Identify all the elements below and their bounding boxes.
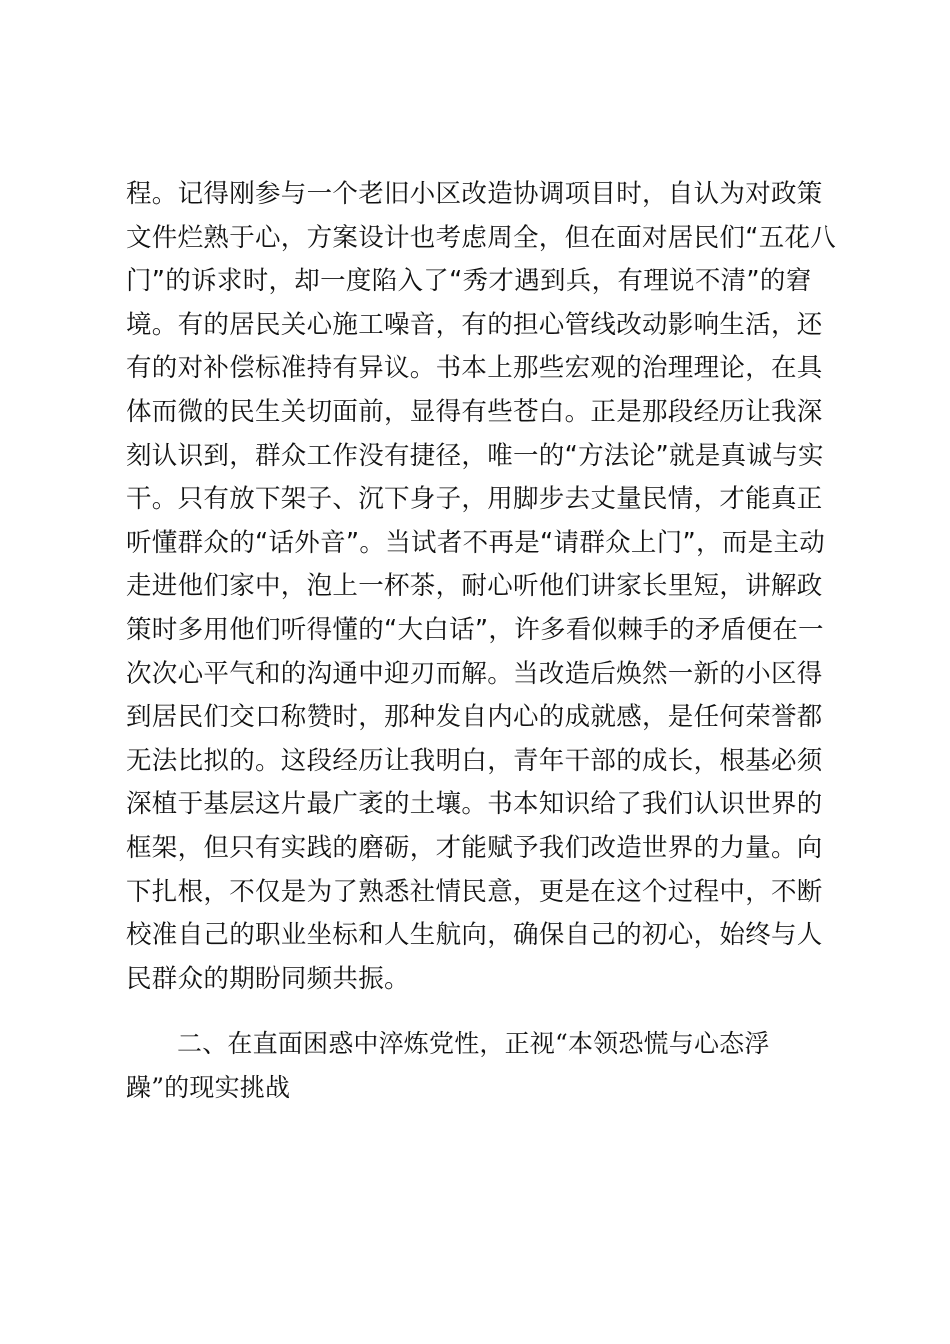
section-heading-line: 二、在直面困惑中淬炼党性，正视“本领恐慌与心态浮 xyxy=(177,1029,770,1058)
paragraph-line: 深植于基层这片最广袤的土壤。书本知识给了我们认识世界的 xyxy=(126,789,823,820)
paragraph-line: 程。记得刚参与一个老旧小区改造协调项目时，自认为对政策 xyxy=(126,179,823,209)
paragraph-line: 策时多用他们听得懂的“大白话”，许多看似棘手的矛盾便在一 xyxy=(126,614,824,645)
paragraph-line: 体而微的民生关切面前，显得有些苍白。正是那段经历让我深 xyxy=(126,396,823,427)
paragraph-line: 听懂群众的“话外音”。当试者不再是“请群众上门”，而是主动 xyxy=(126,527,826,558)
paragraph-line: 有的对补偿标准持有异议。书本上那些宏观的治理理论，在具 xyxy=(126,353,823,384)
paragraph-line: 框架，但只有实践的磨砺，才能赋予我们改造世界的力量。向 xyxy=(126,832,823,863)
paragraph-line: 校准自己的职业坐标和人生航向，确保自己的初心，始终与人 xyxy=(126,920,823,951)
paragraph-line: 无法比拟的。这段经历让我明白，青年干部的成长，根基必须 xyxy=(126,745,823,776)
paragraph-line: 次次心平气和的沟通中迎刃而解。当改造后焕然一新的小区得 xyxy=(126,658,823,689)
paragraph-line: 干。只有放下架子、沉下身子，用脚步去丈量民情，才能真正 xyxy=(126,484,823,515)
paragraph-line: 刻认识到，群众工作没有捷径，唯一的“方法论”就是真诚与实 xyxy=(126,440,824,471)
paragraph-line: 民群众的期盼同频共振。 xyxy=(126,963,410,994)
paragraph-line: 门”的诉求时，却一度陷入了“秀才遇到兵，有理说不清”的窘 xyxy=(126,266,812,297)
paragraph-line: 下扎根，不仅是为了熟悉社情民意，更是在这个过程中，不断 xyxy=(126,876,823,907)
paragraph-line: 到居民们交口称赞时，那种发自内心的成就感，是任何荣誉都 xyxy=(126,702,823,733)
paragraph-line: 文件烂熟于心，方案设计也考虑周全，但在面对居民们“五花八 xyxy=(126,222,837,253)
paragraph-line: 境。有的居民关心施工噪音，有的担心管线改动影响生活，还 xyxy=(126,309,823,340)
section-heading-line: 躁”的现实挑战 xyxy=(126,1072,291,1102)
section-heading xyxy=(126,1022,826,1109)
paragraph-line: 走进他们家中，泡上一杯茶，耐心听他们讲家长里短，讲解政 xyxy=(126,571,823,602)
body-paragraph xyxy=(126,173,837,1001)
